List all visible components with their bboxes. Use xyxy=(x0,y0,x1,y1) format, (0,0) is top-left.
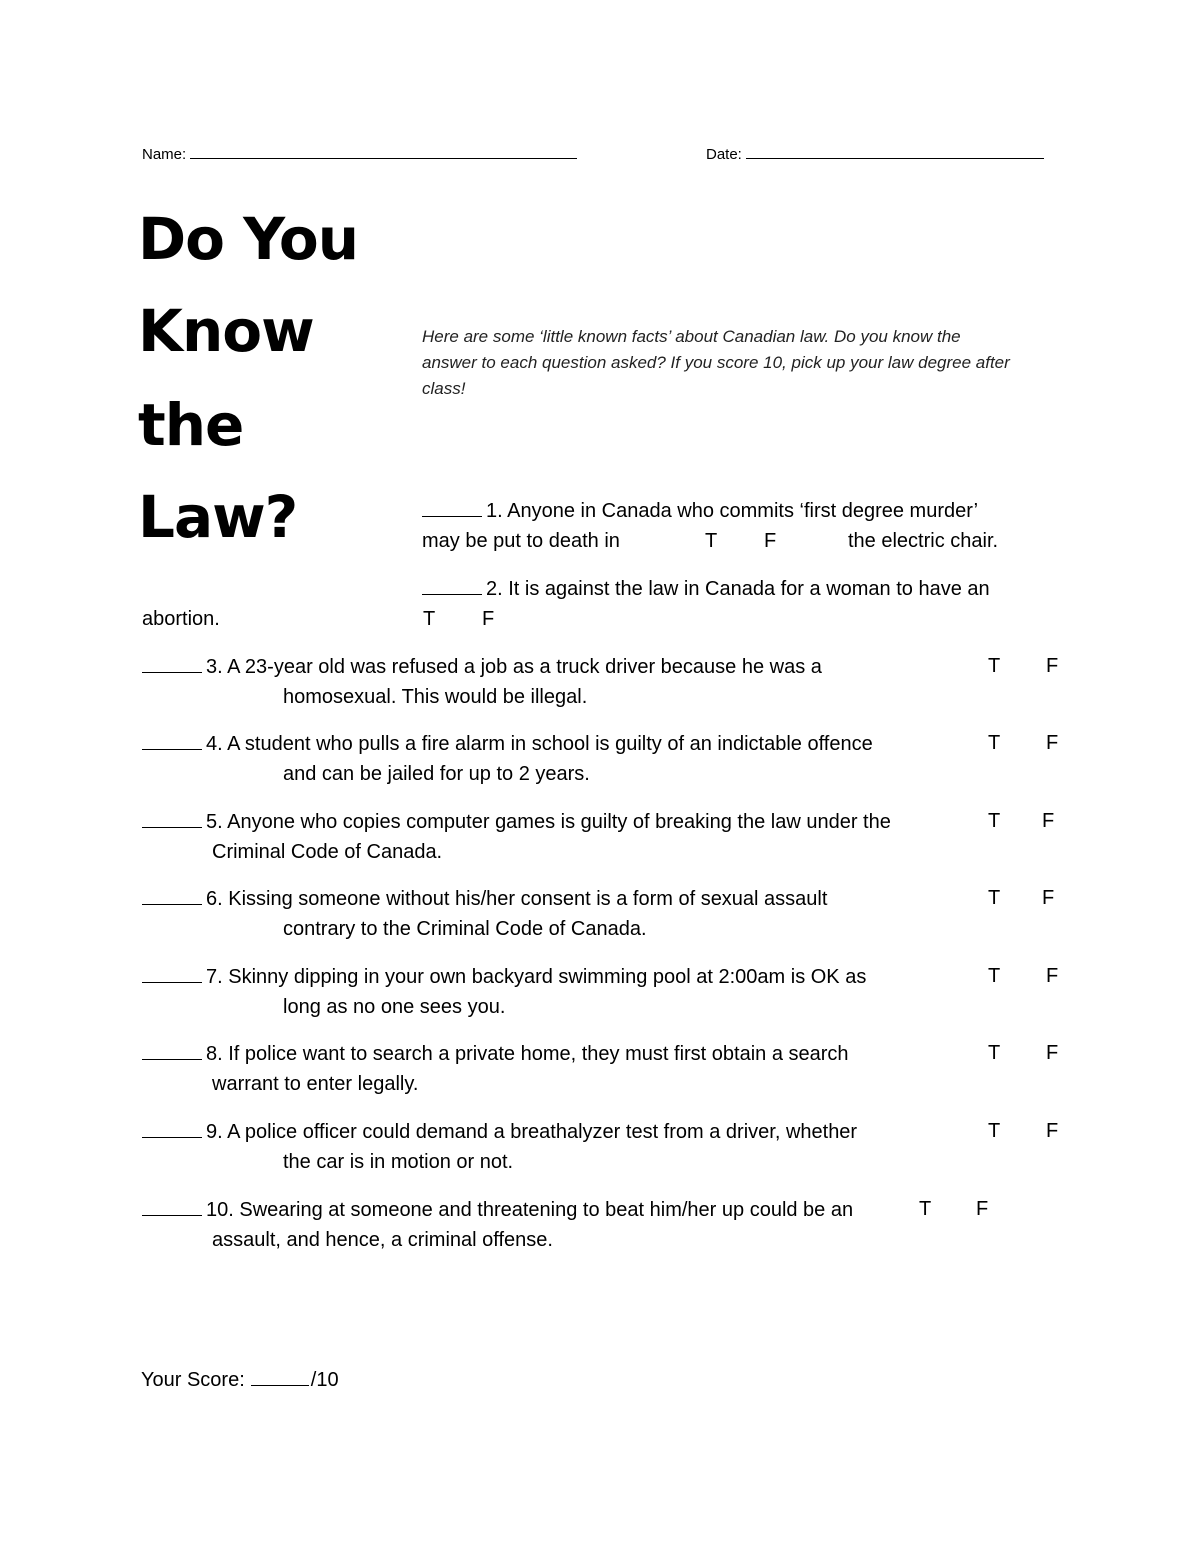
question-6-line-1 xyxy=(142,886,827,911)
intro-line-3: class! xyxy=(422,379,466,398)
question-5-line-2: Criminal Code of Canada. xyxy=(212,841,443,863)
q9-true-option[interactable]: T xyxy=(988,1120,1001,1142)
answer-blank-2[interactable] xyxy=(422,576,482,595)
q5-false-option[interactable]: F xyxy=(1042,810,1055,832)
question-10-line-2: assault, and hence, a criminal offense. xyxy=(212,1229,553,1251)
q10-false-option[interactable]: F xyxy=(976,1198,989,1220)
answer-blank-10[interactable] xyxy=(142,1197,202,1216)
question-2-line-1 xyxy=(422,576,990,601)
q9-false-option[interactable]: F xyxy=(1046,1120,1059,1142)
question-3-line-2: homosexual. This would be illegal. xyxy=(283,686,588,708)
title-line-4: Law? xyxy=(138,483,298,551)
question-9-line-2: the car is in motion or not. xyxy=(283,1151,514,1173)
question-7-line-2: long as no one sees you. xyxy=(283,996,506,1018)
q3-true-option[interactable]: T xyxy=(988,655,1001,677)
title-line-2: Know xyxy=(138,297,314,365)
date-label: Date: xyxy=(706,146,742,163)
answer-blank-7[interactable] xyxy=(142,964,202,983)
question-7-line-1 xyxy=(142,964,866,989)
score-total: /10 xyxy=(310,1369,339,1391)
answer-blank-4[interactable] xyxy=(142,731,202,750)
question-2-text: 2. It is against the law in Canada for a woman to have an xyxy=(486,578,990,600)
intro-line-2: answer to each question asked? If you score 10, pick up your law degree after xyxy=(422,353,1010,372)
question-3-text: 3. A 23-year old was refused a job as a truck driver because he was a xyxy=(206,656,822,678)
question-10-text: 10. Swearing at someone and threatening to beat him/her up could be an xyxy=(206,1199,854,1221)
title-line-3: the xyxy=(138,391,244,459)
q1-true-option[interactable]: T xyxy=(705,530,718,552)
name-line[interactable] xyxy=(190,144,577,159)
q2-false-option[interactable]: F xyxy=(482,608,495,630)
question-6-line-2: contrary to the Criminal Code of Canada. xyxy=(283,918,647,940)
q7-true-option[interactable]: T xyxy=(988,965,1001,987)
q7-false-option[interactable]: F xyxy=(1046,965,1059,987)
question-8-line-2: warrant to enter legally. xyxy=(212,1073,419,1095)
question-9-text: 9. A police officer could demand a breathalyzer test from a driver, whether xyxy=(206,1121,858,1143)
question-4-line-2: and can be jailed for up to 2 years. xyxy=(283,763,590,785)
q6-false-option[interactable]: F xyxy=(1042,887,1055,909)
question-9-line-1 xyxy=(142,1119,857,1144)
q5-true-option[interactable]: T xyxy=(988,810,1001,832)
title-line-1: Do You xyxy=(138,205,358,273)
question-4-text: 4. A student who pulls a fire alarm in school is guilty of an indictable offence xyxy=(206,733,873,755)
q6-true-option[interactable]: T xyxy=(988,887,1001,909)
q10-true-option[interactable]: T xyxy=(919,1198,932,1220)
q4-true-option[interactable]: T xyxy=(988,732,1001,754)
question-5-line-1 xyxy=(142,809,891,834)
answer-blank-3[interactable] xyxy=(142,654,202,673)
question-7-text: 7. Skinny dipping in your own backyard swimming pool at 2:00am is OK as xyxy=(206,966,867,988)
question-5-text: 5. Anyone who copies computer games is guilty of breaking the law under the xyxy=(206,811,891,833)
q1-false-option[interactable]: F xyxy=(764,530,777,552)
question-1-line-2b: the electric chair. xyxy=(848,530,999,552)
question-1-line-2a: may be put to death in xyxy=(422,530,620,552)
date-field[interactable] xyxy=(706,144,1044,164)
question-8-line-1 xyxy=(142,1041,849,1066)
score-blank[interactable] xyxy=(251,1367,309,1386)
q2-true-option[interactable]: T xyxy=(423,608,436,630)
question-1-line-1 xyxy=(422,498,978,523)
score-label: Your Score: xyxy=(141,1369,245,1391)
q8-false-option[interactable]: F xyxy=(1046,1042,1059,1064)
date-line[interactable] xyxy=(746,144,1044,159)
answer-blank-1[interactable] xyxy=(422,498,482,517)
question-3-line-1 xyxy=(142,654,822,679)
question-1-text: 1. Anyone in Canada who commits ‘first degree murder’ xyxy=(486,500,979,522)
q3-false-option[interactable]: F xyxy=(1046,655,1059,677)
answer-blank-8[interactable] xyxy=(142,1041,202,1060)
question-8-text: 8. If police want to search a private home, they must first obtain a search xyxy=(206,1043,849,1065)
answer-blank-9[interactable] xyxy=(142,1119,202,1138)
question-4-line-1 xyxy=(142,731,873,756)
answer-blank-5[interactable] xyxy=(142,809,202,828)
q8-true-option[interactable]: T xyxy=(988,1042,1001,1064)
q4-false-option[interactable]: F xyxy=(1046,732,1059,754)
question-10-line-1 xyxy=(142,1197,853,1222)
answer-blank-6[interactable] xyxy=(142,886,202,905)
question-2-line-2: abortion. xyxy=(142,608,220,630)
question-6-text: 6. Kissing someone without his/her consent is a form of sexual assault xyxy=(206,888,828,910)
intro-line-1: Here are some ‘little known facts’ about Canadian law. Do you know the xyxy=(422,327,961,346)
name-label: Name: xyxy=(142,146,187,163)
score-line xyxy=(141,1367,339,1392)
name-field[interactable] xyxy=(142,144,577,164)
